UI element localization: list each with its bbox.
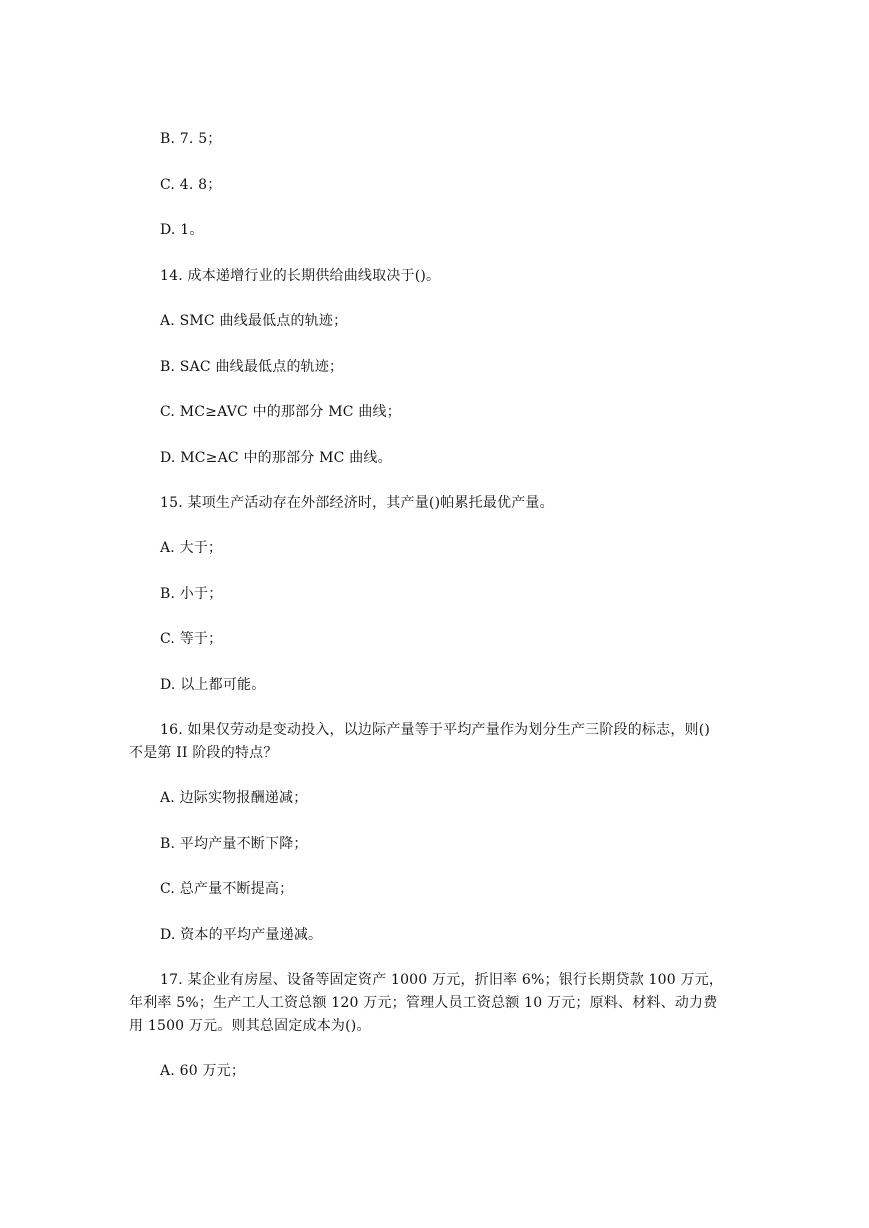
option-16-a: A. 边际实物报酬递减； [160, 790, 308, 806]
option-15-d: D. 以上都可能。 [160, 677, 266, 693]
option-15-c: C. 等于； [160, 631, 223, 647]
question-15: 15. 某项生产活动存在外部经济时，其产量()帕累托最优产量。 [160, 495, 554, 511]
option-15-b: B. 小于； [160, 586, 223, 602]
question-17-line-3: 用 1500 万元。则其总固定成本为()。 [129, 1018, 371, 1034]
option-14-a: A. SMC 曲线最低点的轨迹； [160, 313, 348, 329]
question-14: 14. 成本递增行业的长期供给曲线取决于()。 [160, 268, 441, 284]
option-13-c: C. 4. 8； [160, 177, 222, 193]
option-16-d: D. 资本的平均产量递减。 [160, 927, 323, 943]
question-17-line-1: 17. 某企业有房屋、设备等固定资产 1000 万元，折旧率 6%；银行长期贷款 100 万元， [160, 972, 724, 988]
option-15-a: A. 大于； [160, 540, 223, 556]
option-16-b: B. 平均产量不断下降； [160, 836, 308, 852]
option-17-a: A. 60 万元； [160, 1063, 246, 1079]
option-16-c: C. 总产量不断提高； [160, 881, 294, 897]
question-16-continued: 不是第 II 阶段的特点？ [129, 745, 278, 761]
option-14-d: D. MC≥AC 中的那部分 MC 曲线。 [160, 450, 392, 466]
question-16: 16. 如果仅劳动是变动投入，以边际产量等于平均产量作为划分生产三阶段的标志，则() [160, 722, 711, 738]
question-17-line-2: 年利率 5%；生产工人工资总额 120 万元；管理人员工资总额 10 万元；原料、材料、动力费 [129, 995, 718, 1011]
option-14-b: B. SAC 曲线最低点的轨迹； [160, 359, 344, 375]
option-13-d: D. 1。 [160, 222, 204, 238]
option-14-c: C. MC≥AVC 中的那部分 MC 曲线； [160, 404, 401, 420]
option-13-b: B. 7. 5； [160, 131, 222, 147]
